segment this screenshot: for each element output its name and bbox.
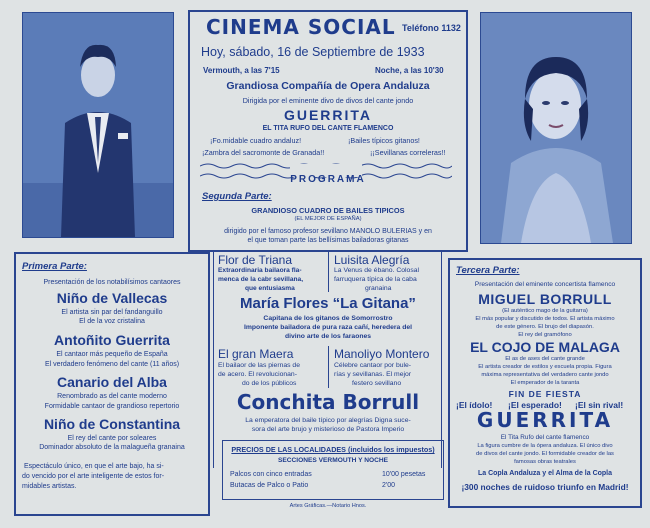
miguel-desc1: (El auténtico mago de la guitarra): [502, 308, 588, 314]
cuadro-title: GRANDIOSO CUADRO DE BAILES TIPICOS: [251, 206, 405, 215]
footer-line1: Espectáculo único, en que el arte bajo, ha si-: [24, 463, 164, 470]
artist-guerrita: GUERRITA: [476, 408, 614, 432]
exclaim-idolo: ¡El ídolo!: [456, 400, 493, 410]
cuadro-subtitle: (EL MEJOR DE ESPAÑA): [294, 216, 362, 222]
segunda-parte-heading: Segunda Parte:: [202, 191, 272, 202]
artist-nino-vallecas: Niño de Vallecas: [56, 290, 168, 306]
tagline-4: ¡¡Sevillanas correleras!!: [370, 148, 446, 157]
miguel-desc4: El rey del gramófono: [518, 332, 572, 338]
guerrita-desc4: famosas obras teatrales: [514, 459, 576, 465]
footer-line2: do vencido por el arte inteligente de estos for-: [22, 473, 165, 480]
luisita-desc1: La Venus de ébano. Colosal: [334, 267, 420, 274]
palcos-price: 10'00 pesetas: [382, 471, 426, 478]
printer-credit: Artes Gráficas.—Notario Hnos.: [289, 503, 367, 509]
prices-sections: SECCIONES VERMOUTH Y NOCHE: [277, 457, 389, 464]
maria-desc2: Imponente bailadora de pura raza cañí, heredera del: [243, 324, 413, 331]
butacas-price: 2'00: [382, 482, 396, 489]
artist-nino-constantina: Niño de Constantina: [43, 416, 181, 432]
constantina-desc2: Dominador absoluto de la malagueña granaina: [39, 444, 185, 451]
maria-desc3: divino arte de los faraones: [284, 333, 372, 340]
center-mid-rule-top: [328, 252, 329, 292]
guerrita-triumph: ¡300 noches de ruidoso triunfo en Madrid!: [461, 482, 629, 492]
phone-number: Teléfono 1132: [402, 23, 461, 33]
manolito-desc2: rías y sevillanas. El mejor: [334, 371, 412, 378]
artist-conchita-borrull: Conchita Borrull: [236, 390, 420, 414]
company-name: Grandiosa Compañía de Opera Andaluza: [226, 80, 430, 92]
artist-luisita-alegria: Luisita Alegría: [334, 253, 410, 267]
guerrita-desc5: La Copla Andaluza y el Alma de la Copla: [477, 470, 613, 477]
canario-desc2: Formidable cantaor de grandioso repertorio: [44, 403, 180, 410]
tagline-3: ¡Zambra del sacromonte de Granada!!: [202, 148, 325, 157]
exclaim-sin-rival: ¡El sin rival!: [575, 400, 624, 410]
footer-line3: midables artistas.: [22, 483, 77, 490]
cinema-title: CINEMA SOCIAL: [206, 15, 396, 39]
luisita-desc3: granaina: [365, 285, 392, 292]
cojo-desc3: máxima representativa del verdadero cante jondo: [481, 372, 609, 378]
guerrita-desc1: El Tita Rufo del cante flamenco: [500, 434, 590, 441]
primera-intro: Presentación de los notabilísimos cantaores: [43, 279, 181, 286]
fin-de-fiesta: FIN DE FIESTA: [508, 389, 582, 399]
tercera-intro: Presentación del eminente concertista flamenco: [474, 281, 616, 288]
cuadro-director-line1: dirigido por el famoso profesor sevillano MANOLO BULERIAS y en: [224, 228, 432, 235]
company-director: Dirigida por el eminente divo de divos del cante jondo: [242, 96, 414, 105]
artist-flor-triana: Flor de Triana: [218, 253, 293, 267]
artist-maria-flores: María Flores “La Gitana”: [240, 295, 416, 312]
exclaim-esperado: ¡El esperado!: [508, 400, 562, 410]
flor-desc2: menca de la cabr sevillana,: [218, 276, 304, 283]
antonito-desc2: El verdadero fenómeno del cante (11 años): [44, 361, 180, 368]
manolito-desc3: festero sevillano: [352, 380, 402, 387]
luisita-desc2: farruquera típica de la caba: [334, 276, 417, 283]
constantina-desc1: El rey del cante por soleares: [67, 435, 157, 442]
conchita-desc1: La emperatora del baile típico por alegrías Digna suce-: [245, 417, 411, 424]
tercera-parte-heading: Tercera Parte:: [456, 265, 520, 276]
artist-antonito-guerrita: Antoñito Guerrita: [54, 332, 170, 348]
guerrita-desc3: de divos del cante jondo. El formidable creador de las: [476, 451, 614, 457]
conchita-desc2: sora del arte brujo y misterioso de Pastora Imperio: [251, 426, 405, 433]
show-date: Hoy, sábado, 16 de Septiembre de 1933: [201, 45, 425, 59]
cuadro-director-line2: el que toman parte las bellísimas bailadoras gitanas: [247, 237, 409, 244]
maria-desc1: Capitana de los gitanos de Somorrostro: [263, 315, 393, 322]
artist-miguel-borrull: MIGUEL BORRULL: [478, 291, 612, 307]
center-mid-rule-bottom: [328, 346, 329, 388]
night-time: Noche, a las 10'30: [375, 66, 444, 75]
palcos-label: Palcos con cinco entradas: [230, 471, 312, 478]
tagline-1: ¡Fo.midable cuadro andaluz!: [210, 136, 302, 145]
tagline-2: ¡Bailes típicos gitanos!: [348, 136, 420, 145]
manolito-desc1: Célebre cantaor por bule-: [334, 362, 412, 369]
guerrita-desc2: La figura cumbre de la ópera andaluza. El único divo: [477, 443, 613, 449]
miguel-desc2: El más popular y discutido de todos. El artista máximo: [475, 316, 615, 322]
flor-desc3: que entusiasma: [245, 285, 295, 292]
prices-heading: PRECIOS DE LAS LOCALIDADES (incluidos los impuestos): [231, 445, 435, 454]
maera-desc2: de acero. El revolucionan-: [218, 371, 297, 378]
primera-parte-heading: Primera Parte:: [22, 261, 87, 272]
canario-desc1: Renombrado as del cante moderno: [57, 393, 167, 400]
flor-desc1: Extraordinaria bailaora fla-: [218, 267, 302, 274]
center-right-rule: [441, 250, 442, 468]
maera-desc3: do de los públicos: [242, 380, 297, 387]
center-left-rule: [213, 250, 214, 468]
nino-vallecas-desc1: El artista sin par del fandanguillo: [61, 309, 163, 316]
programa-heading: PROGRAMA: [290, 174, 366, 185]
nino-vallecas-desc2: El de la voz cristalina: [79, 318, 145, 325]
artist-manolito-montero: Manoliyo Montero: [334, 347, 430, 361]
maera-desc1: El bailaor de las piernas de: [218, 362, 300, 369]
butacas-label: Butacas de Palco o Patio: [230, 482, 309, 489]
artist-gran-maera: El gran Maera: [218, 347, 294, 361]
cojo-desc1: El as de ases del cante grande: [505, 356, 585, 362]
star-subtitle: EL TITA RUFO DEL CANTE FLAMENCO: [262, 125, 394, 132]
artist-canario-alba: Canario del Alba: [57, 374, 167, 390]
artist-cojo-malaga: EL COJO DE MALAGA: [470, 339, 620, 355]
cojo-desc4: El emperador de la taranta: [510, 380, 580, 386]
antonito-desc1: El cantaor más pequeño de España: [56, 351, 168, 358]
vermouth-time: Vermouth, a las 7'15: [203, 66, 280, 75]
cojo-desc2: El artista creador de estilos y escuela propia. Figura: [478, 364, 612, 370]
star-name: GUERRITA: [283, 107, 373, 123]
portrait-man-photo: [22, 12, 174, 238]
portrait-woman-photo: [480, 12, 632, 244]
miguel-desc3: de este género. El brujo del diapasón.: [496, 324, 594, 330]
